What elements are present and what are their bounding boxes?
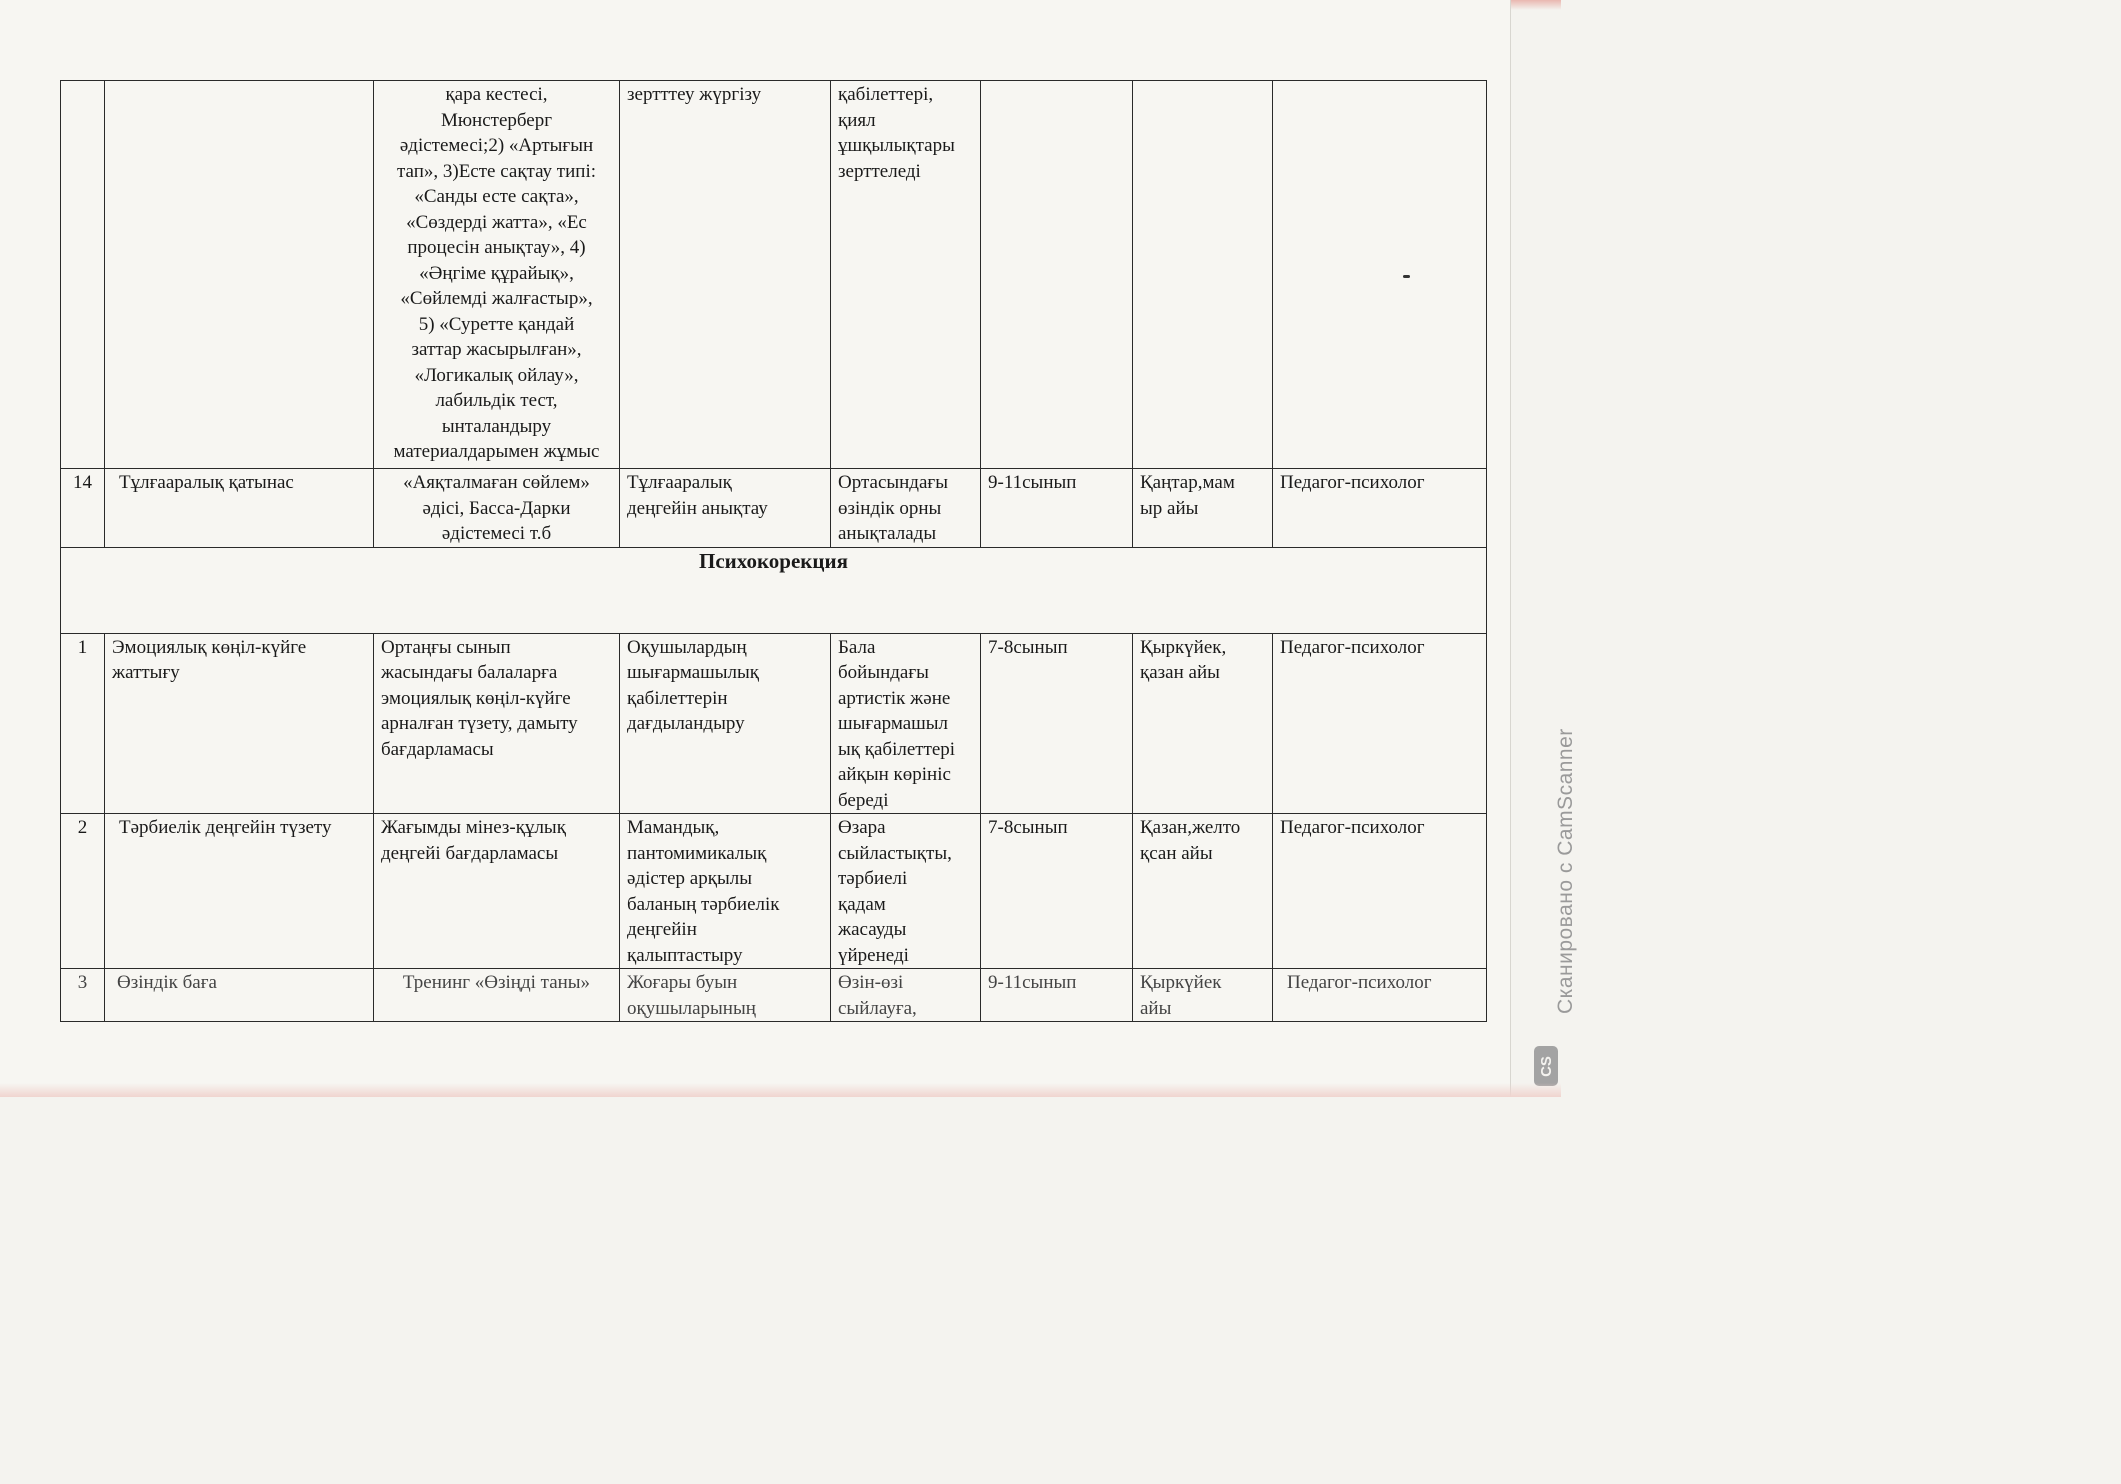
row-time xyxy=(1133,81,1273,469)
row-topic: Өзіндік баға xyxy=(105,969,374,1022)
row-grade: 9-11сынып xyxy=(981,469,1133,548)
row-goal: Тұлғааралық деңгейін анықтау xyxy=(620,469,831,548)
camscanner-logo-icon xyxy=(1534,1046,1558,1086)
row-responsible: Педагог-психолог xyxy=(1273,633,1487,814)
camscanner-watermark xyxy=(1532,690,1577,1090)
row-responsible: Педагог-психолог xyxy=(1273,969,1487,1022)
row-goal: зертттеу жүргізу xyxy=(620,81,831,469)
row-result: Бала бойындағы артистік және шығармашыл ық қабілеттері айқын көрініс береді xyxy=(831,633,981,814)
row-topic xyxy=(105,81,374,469)
row-number xyxy=(61,81,105,469)
row-time: Қазан,желто қсан айы xyxy=(1133,814,1273,969)
section-title: Психокорекция xyxy=(61,547,1487,633)
row-method: Тренинг «Өзіңді таны» xyxy=(374,969,620,1022)
row-method: қара кестесі, Мюнстерберг әдістемесі;2) «Артығын тап», 3)Есте сақтау типі: «Санды есте сақта», «Сөздерді жатта», «Ес процесін анықтау», 4) «Әңгіме құрайық», «Сөйлемді жалғастыр», 5) «Суретте қандай заттар жасырылған», «Логикалық ойлау», лабильдік тест, ынталандыру материалдарымен жұмыс xyxy=(374,81,620,469)
row-result: Өзара сыйластықты, тәрбиелі қадам жасауды үйренеді xyxy=(831,814,981,969)
table-row xyxy=(61,469,1487,548)
row-time: Қыркүйек айы xyxy=(1133,969,1273,1022)
row-method: «Аяқталмаған сөйлем» әдісі, Басса-Дарки әдістемесі т.б xyxy=(374,469,620,548)
row-topic: Эмоциялық көңіл-күйге жаттығу xyxy=(105,633,374,814)
row-result: қабілеттері, қиял ұшқылықтары зерттеледі xyxy=(831,81,981,469)
section-header-row xyxy=(61,547,1487,633)
logo-text: CS xyxy=(1537,1055,1555,1077)
row-method: Жағымды мінез-құлық деңгейі бағдарламасы xyxy=(374,814,620,969)
row-number: 3 xyxy=(61,969,105,1022)
table-row xyxy=(61,814,1487,969)
row-responsible: Педагог-психолог xyxy=(1273,814,1487,969)
row-grade: 7-8сынып xyxy=(981,814,1133,969)
row-number: 1 xyxy=(61,633,105,814)
row-result: Ортасындағы өзіндік орны анықталады xyxy=(831,469,981,548)
row-goal: Оқушылардың шығармашылық қабілеттерін дағдыландыру xyxy=(620,633,831,814)
table-row xyxy=(61,969,1487,1022)
page-bottom-stain xyxy=(0,1083,1561,1097)
row-time: Қаңтар,мам ыр айы xyxy=(1133,469,1273,548)
row-number: 14 xyxy=(61,469,105,548)
row-grade: 9-11сынып xyxy=(981,969,1133,1022)
plan-table xyxy=(60,80,1487,1022)
watermark-text: Сканировано с CamScanner xyxy=(1554,728,1577,1014)
row-method: Ортаңғы сынып жасындағы балаларға эмоциялық көңіл-күйге арналған түзету, дамыту бағдарламасы xyxy=(374,633,620,814)
row-number: 2 xyxy=(61,814,105,969)
row-topic: Тұлғааралық қатынас xyxy=(105,469,374,548)
row-topic: Тәрбиелік деңгейін түзету xyxy=(105,814,374,969)
row-grade xyxy=(981,81,1133,469)
row-responsible xyxy=(1273,81,1487,469)
table-row xyxy=(61,633,1487,814)
table-row xyxy=(61,81,1487,469)
row-grade: 7-8сынып xyxy=(981,633,1133,814)
row-responsible: Педагог-психолог xyxy=(1273,469,1487,548)
row-result: Өзін-өзі сыйлауға, xyxy=(831,969,981,1022)
row-goal: Жоғары буын оқушыларының xyxy=(620,969,831,1022)
row-goal: Мамандық, пантомимикалық әдістер арқылы баланың тәрбиелік деңгейін қалыптастыру xyxy=(620,814,831,969)
row-time: Қыркүйек, қазан айы xyxy=(1133,633,1273,814)
